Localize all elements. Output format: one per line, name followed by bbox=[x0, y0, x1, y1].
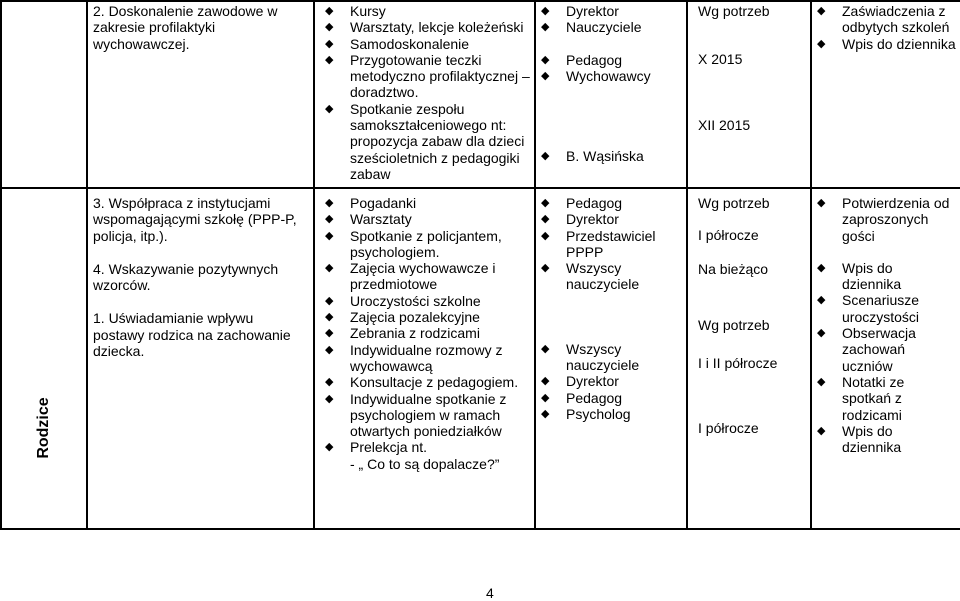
top-forms-cell bbox=[322, 3, 530, 182]
diamond-bullet-icon: ◆ bbox=[325, 53, 334, 66]
table-top-border bbox=[0, 0, 960, 2]
page-number: 4 bbox=[486, 585, 494, 601]
list-item: ◆ Wychowawcy bbox=[541, 67, 651, 84]
diamond-bullet-icon: ◆ bbox=[541, 150, 550, 163]
list-item: ◆ B. Wąsińska bbox=[541, 148, 644, 165]
list-item: ◆ Warsztaty, lekcje koleżeński bbox=[325, 19, 524, 36]
diamond-bullet-icon: ◆ bbox=[817, 424, 826, 437]
diamond-bullet-icon: ◆ bbox=[541, 262, 550, 275]
list-item: ◆ Wszyscy nauczyciele bbox=[541, 340, 640, 374]
term-text: Wg potrzeb bbox=[698, 316, 770, 333]
list-item: ◆ Konsultacje z pedagogiem. bbox=[325, 374, 519, 391]
diamond-bullet-icon: ◆ bbox=[325, 21, 334, 34]
list-item: ◆ Pedagog bbox=[541, 389, 623, 406]
list-item: ◆ Warsztaty bbox=[325, 211, 412, 228]
list-item: ◆ Spotkanie zespołu samokształceniowego nt: propozycja zabaw dla dzieci sześcioletnich z pedagogiki zabaw bbox=[325, 100, 525, 182]
goal-text: 2. Doskonalenie zawodowe w zakresie profilaktyki wychowawczej. bbox=[93, 3, 278, 52]
list-item: ◆ Pedagog bbox=[541, 51, 623, 68]
goal-text: 3. Współpraca z instytucjami wspomagającymi szkołę (PPP-P, policja, itp.). bbox=[93, 195, 297, 244]
main-goals-cell bbox=[93, 195, 307, 359]
list-item: ◆ Samodoskonalenie bbox=[325, 35, 470, 52]
column-divider-4 bbox=[810, 0, 812, 530]
responsible-list bbox=[538, 195, 682, 422]
diamond-bullet-icon: ◆ bbox=[325, 294, 334, 307]
list-item: ◆ Potwierdzenia od zaproszonych gości bbox=[817, 195, 950, 244]
term-text: I półrocze bbox=[698, 227, 759, 244]
list-item: ◆ Wpis do dziennika bbox=[817, 259, 902, 293]
diamond-bullet-icon: ◆ bbox=[325, 37, 334, 50]
diamond-bullet-icon: ◆ bbox=[541, 53, 550, 66]
diamond-bullet-icon: ◆ bbox=[541, 213, 550, 226]
side-label-rodzice: Rodzice bbox=[35, 397, 52, 459]
diamond-bullet-icon: ◆ bbox=[325, 197, 334, 209]
diamond-bullet-icon: ◆ bbox=[325, 102, 334, 115]
forms-list bbox=[322, 3, 530, 182]
top-goal-cell bbox=[93, 3, 307, 52]
spacer bbox=[538, 84, 682, 100]
list-item: ◆ Uroczystości szkolne bbox=[325, 292, 481, 309]
table-bottom-border bbox=[0, 528, 960, 530]
term-text: I i II półrocze bbox=[698, 355, 778, 372]
list-item: ◆ Nauczyciele bbox=[541, 19, 642, 36]
main-evaluation-cell bbox=[814, 195, 958, 455]
list-item: ◆ Psycholog bbox=[541, 405, 631, 422]
list-item: ◆ Przygotowanie teczki metodyczno profilaktycznej – doradztwo. bbox=[325, 51, 530, 101]
list-item: ◆ Scenariusze uroczystości bbox=[817, 292, 920, 325]
list-item: ◆ Dyrektor bbox=[541, 3, 619, 19]
diamond-bullet-icon: ◆ bbox=[817, 375, 826, 388]
diamond-bullet-icon: ◆ bbox=[325, 343, 334, 356]
diamond-bullet-icon: ◆ bbox=[325, 262, 334, 275]
list-item: ◆ Zajęcia wychowawcze i przedmiotowe bbox=[325, 260, 496, 293]
responsible-list bbox=[538, 3, 682, 164]
diamond-bullet-icon: ◆ bbox=[817, 327, 826, 340]
main-forms-cell bbox=[322, 195, 530, 472]
spacer bbox=[538, 100, 682, 116]
list-item: ◆ Indywidualne rozmowy z wychowawcą bbox=[325, 341, 503, 374]
diamond-bullet-icon: ◆ bbox=[817, 37, 826, 50]
diamond-bullet-icon: ◆ bbox=[541, 229, 550, 242]
diamond-bullet-icon: ◆ bbox=[325, 311, 334, 324]
main-term-cell bbox=[690, 195, 806, 437]
list-item: ◆ Spotkanie z policjantem, psychologiem. bbox=[325, 227, 502, 260]
diamond-bullet-icon: ◆ bbox=[325, 376, 334, 389]
row-divider bbox=[0, 187, 960, 189]
diamond-bullet-icon: ◆ bbox=[541, 407, 550, 420]
list-item: ◆ Pedagog bbox=[541, 195, 623, 211]
column-divider-2 bbox=[534, 0, 536, 530]
goal-text: 4. Wskazywanie pozytywnych wzorców. bbox=[93, 260, 279, 294]
diamond-bullet-icon: ◆ bbox=[817, 5, 826, 17]
top-responsible-cell bbox=[538, 3, 682, 164]
list-item: ◆ Dyrektor bbox=[541, 211, 619, 228]
evaluation-list bbox=[814, 3, 958, 52]
diamond-bullet-icon: ◆ bbox=[325, 392, 334, 405]
list-item: ◆ Prelekcja nt. bbox=[325, 439, 428, 456]
term-text: X 2015 bbox=[698, 51, 743, 68]
table-left-border bbox=[0, 0, 2, 530]
list-item: ◆ Przedstawiciel PPPP bbox=[541, 227, 656, 260]
diamond-bullet-icon: ◆ bbox=[817, 261, 826, 274]
forms-list bbox=[322, 195, 530, 472]
list-item-continuation: - „ Co to są dopalacze?” bbox=[350, 455, 500, 472]
spacer bbox=[538, 36, 682, 52]
evaluation-list bbox=[814, 195, 958, 455]
spacer bbox=[538, 293, 682, 309]
spacer bbox=[538, 116, 682, 132]
diamond-bullet-icon: ◆ bbox=[325, 5, 334, 17]
goal-text: 1. Uświadamianie wpływu postawy rodzica na zachowanie dziecka. bbox=[93, 310, 291, 360]
spacer bbox=[814, 244, 958, 260]
diamond-bullet-icon: ◆ bbox=[541, 5, 550, 17]
top-term-cell bbox=[690, 3, 806, 133]
list-item: ◆ Wpis do dziennika bbox=[817, 422, 902, 456]
list-item: ◆ Wpis do dziennika bbox=[817, 35, 956, 52]
diamond-bullet-icon: ◆ bbox=[325, 327, 334, 340]
list-item: ◆ Kursy bbox=[325, 3, 386, 19]
term-text: I półrocze bbox=[698, 420, 759, 437]
diamond-bullet-icon: ◆ bbox=[541, 21, 550, 34]
diamond-bullet-icon: ◆ bbox=[325, 213, 334, 226]
list-item: ◆ Zebrania z rodzicami bbox=[325, 325, 480, 342]
diamond-bullet-icon: ◆ bbox=[541, 342, 550, 355]
term-text: Wg potrzeb bbox=[698, 195, 770, 211]
term-text: XII 2015 bbox=[698, 116, 751, 133]
spacer bbox=[538, 325, 682, 341]
column-divider-1 bbox=[313, 0, 315, 530]
list-item: ◆ Obserwacja zachowań uczniów bbox=[817, 325, 916, 374]
diamond-bullet-icon: ◆ bbox=[541, 197, 550, 209]
diamond-bullet-icon: ◆ bbox=[541, 375, 550, 388]
list-item: ◆ Indywidualne spotkanie z psychologiem w ramach otwartych poniedziałków bbox=[325, 390, 507, 440]
main-responsible-cell bbox=[538, 195, 682, 422]
diamond-bullet-icon: ◆ bbox=[817, 197, 826, 209]
term-text: Na bieżąco bbox=[698, 260, 769, 277]
column-divider-3 bbox=[686, 0, 688, 530]
list-item: ◆ Zajęcia pozalekcyjne bbox=[325, 309, 480, 326]
spacer bbox=[538, 132, 682, 148]
diamond-bullet-icon: ◆ bbox=[541, 391, 550, 404]
side-column-divider bbox=[86, 0, 88, 530]
list-item: ◆ Dyrektor bbox=[541, 373, 619, 390]
diamond-bullet-icon: ◆ bbox=[541, 69, 550, 82]
list-item: ◆ Pogadanki bbox=[325, 195, 417, 211]
list-item: ◆ Notatki ze spotkań z rodzicami bbox=[817, 373, 905, 423]
list-item: ◆ Wszyscy nauczyciele bbox=[541, 260, 640, 293]
diamond-bullet-icon: ◆ bbox=[817, 294, 826, 307]
top-evaluation-cell bbox=[814, 3, 958, 52]
list-item: ◆ Zaświadczenia z odbytych szkoleń bbox=[817, 3, 950, 36]
diamond-bullet-icon: ◆ bbox=[325, 229, 334, 242]
term-text: Wg potrzeb bbox=[698, 3, 770, 19]
spacer bbox=[538, 309, 682, 325]
diamond-bullet-icon: ◆ bbox=[325, 441, 334, 454]
